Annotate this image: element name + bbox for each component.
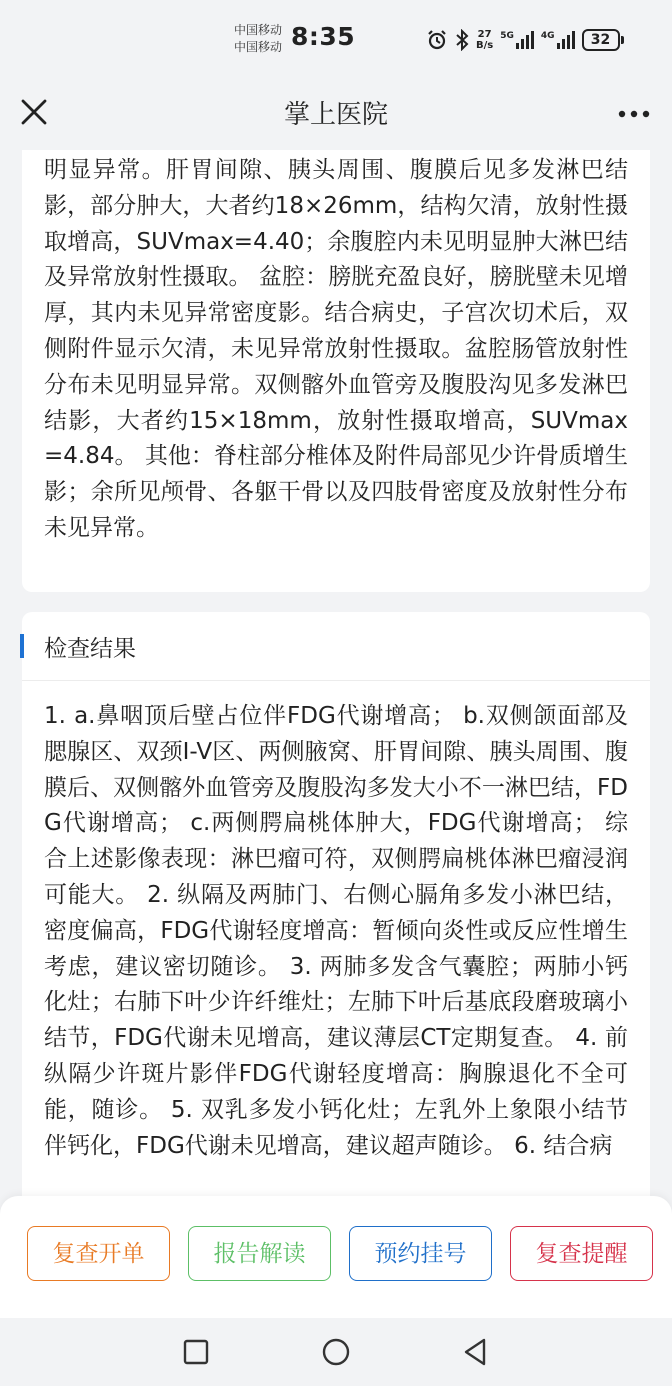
alarm-icon [426,29,448,51]
signal-4g-icon [541,31,575,49]
clock: 8:35 [291,22,356,51]
review-reminder-button[interactable]: 复查提醒 [510,1226,653,1281]
signal-4g-label: 4G [540,31,555,41]
description-text: 明显异常。肝胃间隙、胰头周围、腹膜后见多发淋巴结影，部分肿大，大者约18×26mm，结构欠清，放射性摄取增高，SUVmax=4.40；余腹腔内未见明显肿大淋巴结及异常放射性摄取。 盆腔：膀胱充盈良好，膀胱壁未见增厚，其内未见异常密度影。结合病史，子宫次切术后，双侧附件显示欠清，未见异常放射性摄取。盆腔肠管放射性分布未见明显异常。双侧髂外血管旁及腹股沟见多发淋巴结影，大者约15×18mm，放射性摄取增高，SUVmax=4.84。 其他：脊柱部分椎体及附件局部见少许骨质增生影；余所见颅骨、各躯干骨以及四肢骨密度及放射性分布未见异常。 [44,157,628,541]
report-interpret-button[interactable]: 报告解读 [188,1226,331,1281]
net-speed [476,29,493,51]
bluetooth-icon [455,29,469,51]
result-card [22,612,650,1200]
home-icon[interactable] [320,1336,352,1368]
page-title: 掌上医院 [283,100,388,130]
status-bar [0,0,672,78]
net-speed-value: 27 [477,29,492,40]
result-section-header [22,612,650,681]
result-text: 1. a.鼻咽顶后壁占位伴FDG代谢增高； b.双侧颌面部及腮腺区、双颈I-V区、两侧腋窝、肝胃间隙、胰头周围、腹膜后、双侧髂外血管旁及腹股沟多发大小不一淋巴结，FDG代谢增高； c.两侧腭扁桃体肿大，FDG代谢增高； 综合上述影像表现：淋巴瘤可符，双侧腭扁桃体淋巴瘤浸润可能大。 2. 纵隔及两肺门、右侧心膈角多发小淋巴结，密度偏高，FDG代谢轻度增高：暂倾向炎性或反应性增生考虑，建议密切随诊。 3. 两肺多发含气囊腔；两肺小钙化灶；右肺下叶少许纤维灶；左肺下叶后基底段磨玻璃小结节，FDG代谢未见增高，建议薄层CT定期复查。 4. 前纵隔少许斑片影伴FDG代谢轻度增高：胸腺退化不全可能，随诊。 5. 双乳多发小钙化灶；左乳外上象限小结节伴钙化，FDG代谢未见增高，建议超声随诊。 6. 结合病 [44,703,628,1159]
review-order-button[interactable]: 复查开单 [27,1226,170,1281]
more-icon[interactable] [614,96,654,132]
back-icon[interactable] [460,1336,492,1368]
action-bar [0,1196,672,1318]
carrier-info [234,22,282,56]
description-card [22,150,650,592]
battery-icon [582,29,624,51]
battery-level: 32 [582,29,620,51]
report-content[interactable] [0,150,672,1200]
section-accent-bar [20,634,24,658]
recent-apps-icon[interactable] [180,1336,212,1368]
system-nav-bar [0,1318,672,1386]
result-section-title: 检查结果 [44,636,136,662]
net-speed-unit: B/s [476,40,494,51]
signal-5g-label: 5G [500,31,514,41]
signal-5g-icon [500,31,534,49]
carrier-2: 中国移动 [234,40,283,54]
book-appointment-button[interactable]: 预约挂号 [349,1226,492,1281]
status-icons [426,26,624,54]
carrier-1: 中国移动 [234,23,283,37]
app-header [0,78,672,150]
